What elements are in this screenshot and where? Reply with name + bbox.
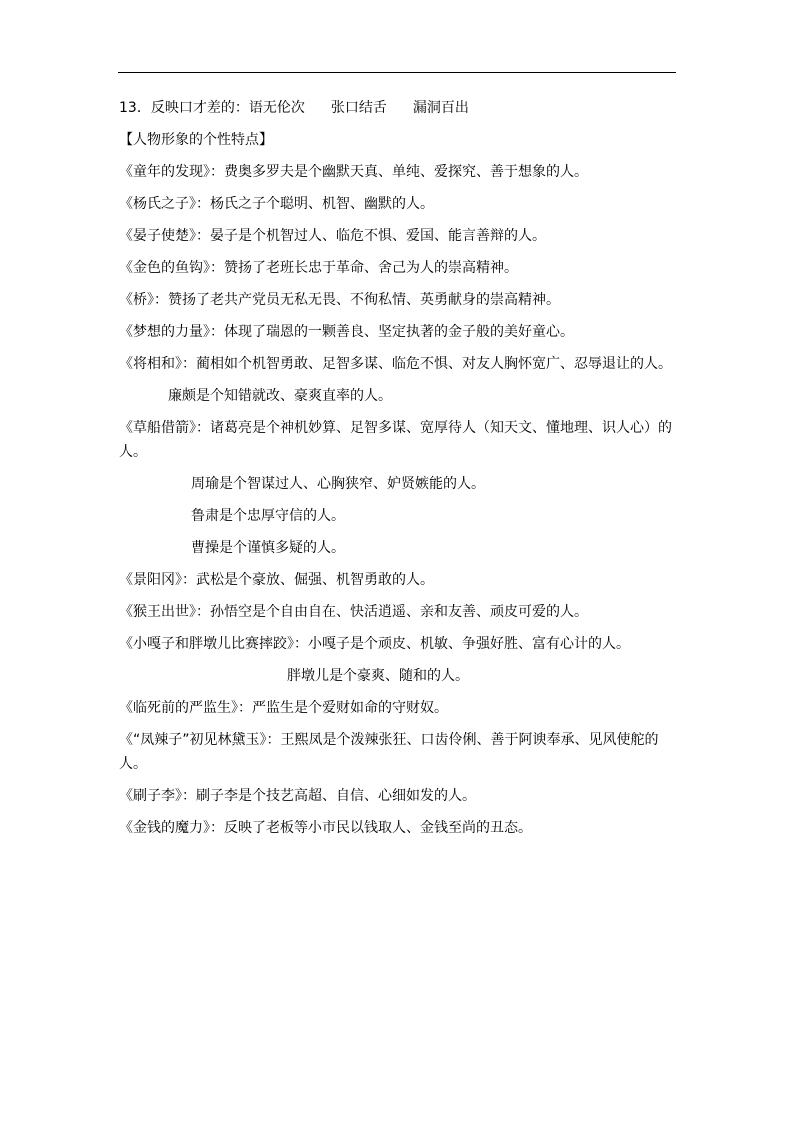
entry-zhouyu: 周瑜是个智谋过人、心胸狭窄、妒贤嫉能的人。 xyxy=(191,476,485,492)
item-13-line xyxy=(119,96,685,120)
entry-lianpo: 廉颇是个知错就改、豪爽直率的人。 xyxy=(168,388,392,404)
entry-shuazili: 《刷子李》：刷子李是个技艺高超、自信、心细如发的人。 xyxy=(119,788,476,804)
entry-lusu: 鲁肃是个忠厚守信的人。 xyxy=(191,508,345,524)
entry-tongnian: 《童年的发现》：费奥多罗夫是个幽默天真、单纯、爱探究、善于想象的人。 xyxy=(119,164,588,180)
entry-xiaogazi: 《小嘎子和胖墩儿比赛摔跤》：小嘎子是个顽皮、机敏、争强好胜、富有心计的人。 xyxy=(119,636,630,652)
entry-yanzi: 《晏子使楚》：晏子是个机智过人、临危不惧、爱国、能言善辩的人。 xyxy=(119,228,546,244)
item-13-term-1: 张口结舌 xyxy=(330,100,387,116)
entry-mengxiang: 《梦想的力量》：体现了瑞恩的一颗善良、坚定执著的金子般的美好童心。 xyxy=(119,324,574,340)
entry-yanjiansheng: 《临死前的严监生》：严监生是个爱财如命的守财奴。 xyxy=(119,700,448,716)
entry-qiao: 《桥》：赞扬了老共产党员无私无畏、不徇私情、英勇献身的崇高精神。 xyxy=(119,292,560,308)
entry-jinqian: 《金钱的魔力》：反映了老板等小市民以钱取人、金钱至尚的丑态。 xyxy=(119,820,532,836)
entry-yugou: 《金色的鱼钩》：赞扬了老班长忠于革命、舍己为人的崇高精神。 xyxy=(119,260,518,276)
entry-jingyanggang: 《景阳冈》：武松是个豪放、倔强、机智勇敢的人。 xyxy=(119,572,434,588)
item-13-term-2: 漏洞百出 xyxy=(412,100,469,116)
entry-caocao: 曹操是个谨慎多疑的人。 xyxy=(191,540,345,556)
entry-fenglazi: 《“凤辣子”初见林黛玉》：王熙凤是个泼辣张狂、口齿伶俐、善于阿谀奉承、见风使舵的人。 xyxy=(119,732,659,772)
entry-yangshi: 《杨氏之子》：杨氏之子个聪明、机智、幽默的人。 xyxy=(119,196,434,212)
entry-jiangxianghe: 《将相和》：蔺相如个机智勇敢、足智多谋、临危不惧、对友人胸怀宽广、忍辱退让的人。 xyxy=(119,356,672,372)
entry-houwang: 《猴王出世》：孙悟空是个自由自在、快活逍遥、亲和友善、顽皮可爱的人。 xyxy=(119,604,588,620)
item-13-text: 13．反映口才差的：语无伦次 xyxy=(119,100,305,116)
section-heading: 【人物形象的个性特点】 xyxy=(119,132,273,148)
entry-pangdun: 胖墩儿是个豪爽、随和的人。 xyxy=(287,668,469,684)
document-body xyxy=(119,96,685,848)
header-rule xyxy=(118,72,676,73)
entry-caochuan: 《草船借箭》：诸葛亮是个神机妙算、足智多谋、宽厚待人（知天文、懂地理、识人心）的人。 xyxy=(119,420,672,460)
